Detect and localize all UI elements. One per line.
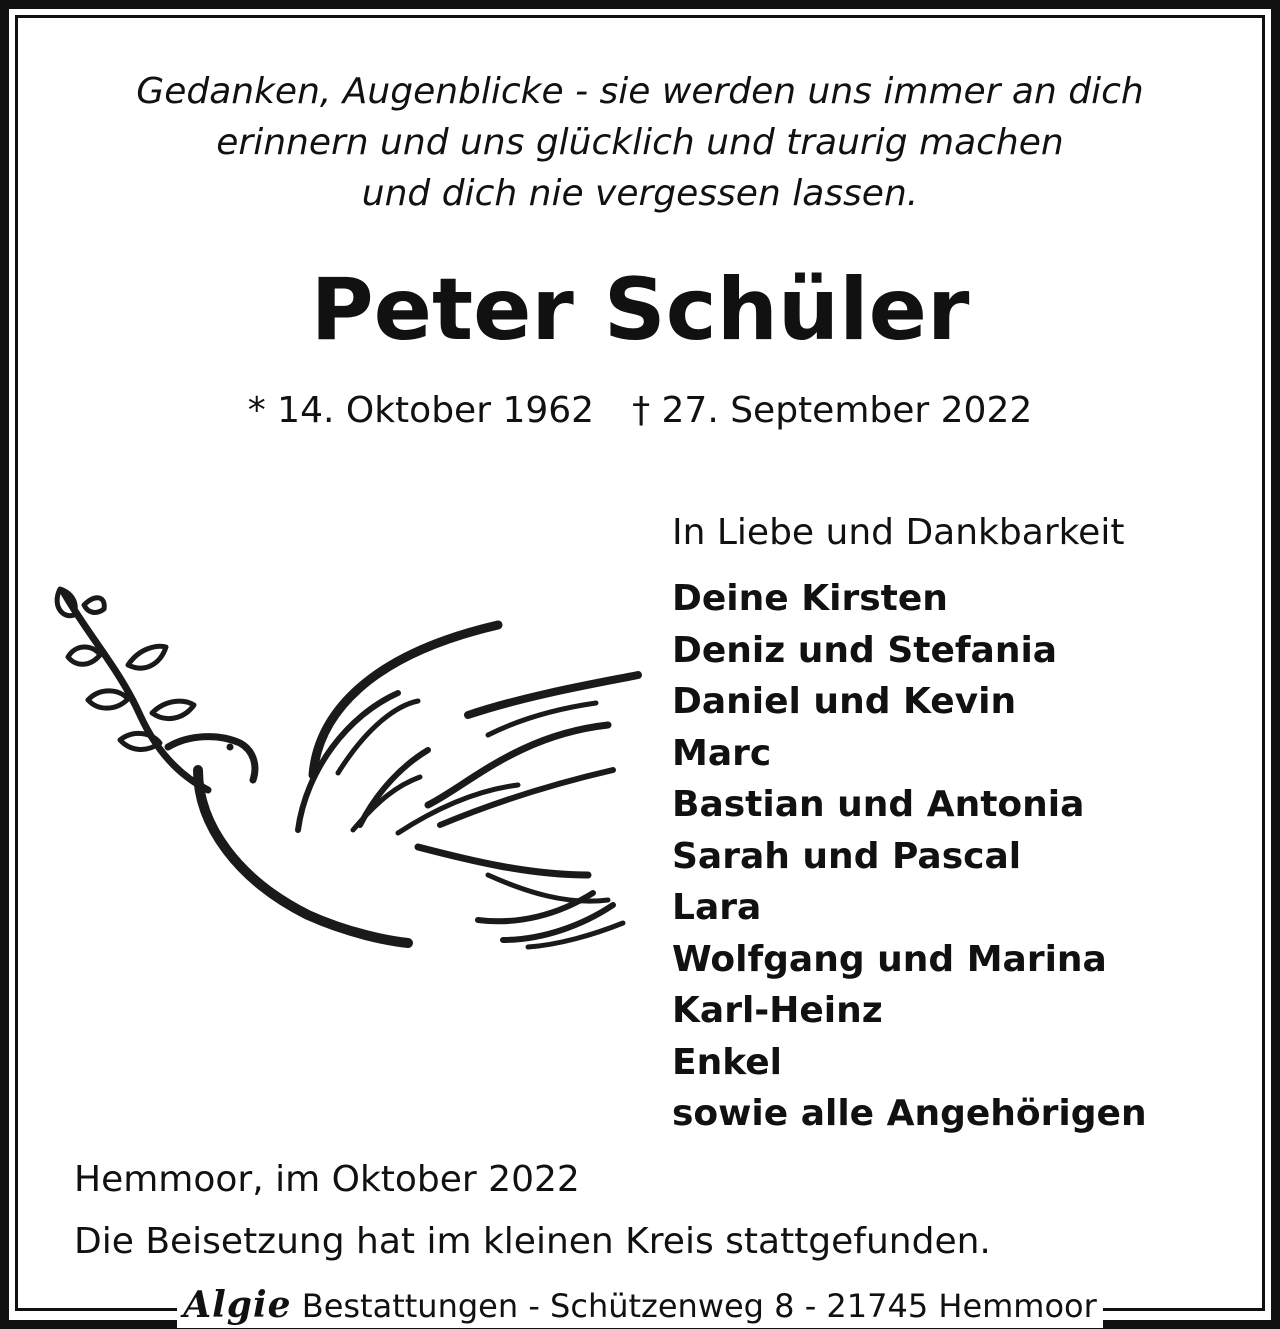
dove-with-olive-branch-icon (48, 575, 648, 965)
undertaker-logo: Algie (183, 1284, 292, 1326)
mourner-name: Deniz und Stefania (672, 629, 1058, 671)
burial-notice: Die Beisetzung hat im kleinen Kreis stattgefunden. (74, 1221, 991, 1262)
mourner-name: Wolfgang und Marina (672, 938, 1107, 980)
undertaker-footer (0, 1283, 1280, 1328)
mourner-name: Enkel (672, 1041, 782, 1083)
quote-line-1: Gedanken, Augenblicke - sie werden uns immer an dich (136, 71, 1144, 112)
mourners-list (672, 573, 1147, 1140)
death-date: † 27. September 2022 (632, 390, 1033, 431)
deceased-name: Peter Schüler (310, 260, 970, 360)
mourner-name: Marc (672, 732, 772, 774)
memorial-quote (0, 66, 1280, 219)
quote-line-3: und dich nie vergessen lassen. (361, 173, 919, 214)
mourner-name: Lara (672, 887, 762, 928)
quote-line-2: erinnern und uns glücklich und traurig machen (216, 122, 1064, 163)
mourner-name: Bastian und Antonia (672, 784, 1085, 825)
place-and-date: Hemmoor, im Oktober 2022 (74, 1159, 580, 1200)
mourner-name: Daniel und Kevin (672, 681, 1017, 722)
mourner-name: sowie alle Angehörigen (672, 1093, 1147, 1134)
mourner-name: Deine Kirsten (672, 578, 948, 619)
mourners-intro: In Liebe und Dankbarkeit (672, 512, 1125, 553)
mourner-name: Sarah und Pascal (672, 835, 1022, 877)
undertaker-address: Bestattungen - Schützenweg 8 - 21745 Hemmoor (301, 1287, 1097, 1325)
birth-date: * 14. Oktober 1962 (247, 390, 595, 431)
life-dates (0, 386, 1280, 436)
mourner-name: Karl-Heinz (672, 990, 883, 1031)
